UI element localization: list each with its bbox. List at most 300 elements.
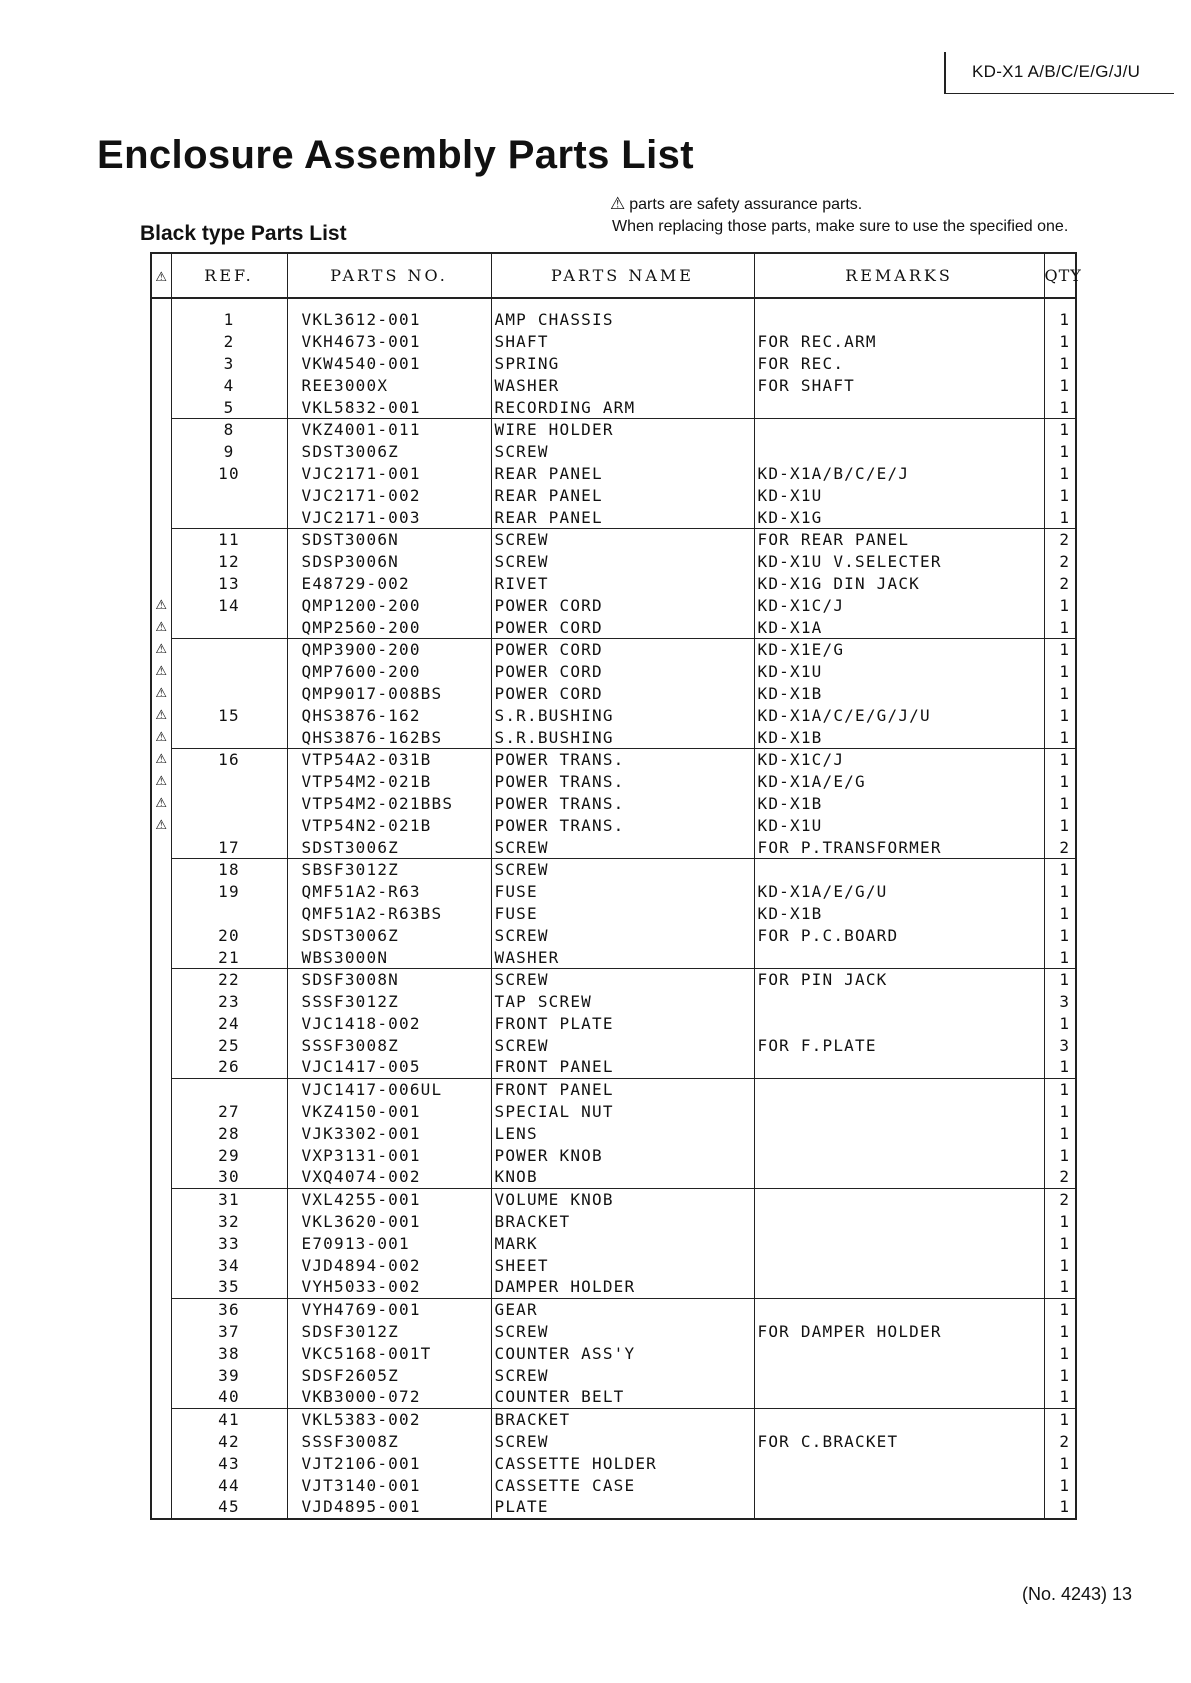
table-row (151, 1298, 1076, 1320)
warning-cell (151, 1034, 171, 1056)
qty-cell: 2 (1044, 573, 1076, 595)
warning-column-header (151, 253, 171, 298)
qty-cell: 1 (1044, 924, 1076, 946)
warning-cell (151, 506, 171, 528)
warning-cell (151, 858, 171, 880)
table-row (151, 968, 1076, 990)
parts-no-cell: SSSF3008Z (287, 1034, 491, 1056)
table-row (151, 1496, 1076, 1519)
parts-no-cell: VJT3140-001 (287, 1474, 491, 1496)
remarks-cell (754, 441, 1044, 463)
remarks-cell (754, 1101, 1044, 1123)
warning-cell (151, 1188, 171, 1210)
ref-cell: 30 (171, 1166, 287, 1188)
parts-name-cell: SCREW (491, 441, 754, 463)
warning-cell (151, 968, 171, 990)
remarks-cell: KD-X1G (754, 506, 1044, 528)
parts-name-cell: FRONT PANEL (491, 1056, 754, 1078)
ref-cell (171, 683, 287, 705)
warning-cell (151, 1298, 171, 1320)
parts-name-cell: POWER CORD (491, 683, 754, 705)
ref-cell: 14 (171, 594, 287, 616)
parts-no-cell: VTP54M2-021B (287, 771, 491, 793)
qty-cell: 3 (1044, 991, 1076, 1013)
warning-triangle-icon: ⚠ (155, 774, 168, 790)
safety-note-instruction: When replacing those parts, make sure to use the specified one. (612, 218, 1069, 235)
warning-cell (151, 374, 171, 396)
remarks-cell: FOR P.TRANSFORMER (754, 836, 1044, 858)
table-row (151, 1211, 1076, 1233)
qty-cell: 2 (1044, 1431, 1076, 1453)
warning-cell (151, 1254, 171, 1276)
qty-cell: 1 (1044, 1408, 1076, 1430)
parts-name-cell: SCREW (491, 836, 754, 858)
parts-name-cell: SHAFT (491, 331, 754, 353)
parts-name-cell: SCREW (491, 1321, 754, 1343)
parts-no-cell: QMP3900-200 (287, 638, 491, 660)
warning-cell (151, 1431, 171, 1453)
parts-name-cell: POWER CORD (491, 594, 754, 616)
table-row (151, 331, 1076, 353)
qty-cell: 1 (1044, 683, 1076, 705)
parts-no-cell: SDSF3012Z (287, 1321, 491, 1343)
qty-cell: 1 (1044, 1144, 1076, 1166)
remarks-cell: FOR REAR PANEL (754, 528, 1044, 550)
remarks-cell (754, 396, 1044, 418)
qty-cell: 1 (1044, 441, 1076, 463)
parts-name-cell: SCREW (491, 1034, 754, 1056)
warning-cell (151, 573, 171, 595)
ref-cell: 23 (171, 991, 287, 1013)
table-row (151, 1056, 1076, 1078)
warning-triangle-icon: ⚠ (155, 642, 168, 658)
ref-cell (171, 616, 287, 638)
ref-cell (171, 726, 287, 748)
warning-cell (151, 991, 171, 1013)
ref-cell: 31 (171, 1188, 287, 1210)
table-row (151, 353, 1076, 375)
qty-cell: 1 (1044, 1496, 1076, 1519)
warning-triangle-icon: ⚠ (155, 270, 168, 285)
warning-triangle-icon: ⚠ (155, 685, 168, 701)
parts-no-cell: VXQ4074-002 (287, 1166, 491, 1188)
parts-name-cell: SCREW (491, 1364, 754, 1386)
table-row (151, 1452, 1076, 1474)
parts-name-cell: SCREW (491, 551, 754, 573)
ref-cell (171, 771, 287, 793)
parts-name-cell: AMP CHASSIS (491, 309, 754, 331)
qty-cell: 1 (1044, 309, 1076, 331)
remarks-cell (754, 1364, 1044, 1386)
table-row (151, 771, 1076, 793)
table-row (151, 396, 1076, 418)
qty-cell: 1 (1044, 881, 1076, 903)
warning-triangle-icon: ⚠ (155, 817, 168, 833)
parts-no-cell: VJC1418-002 (287, 1013, 491, 1035)
table-row (151, 858, 1076, 880)
table-row (151, 1408, 1076, 1430)
qty-cell: 1 (1044, 1101, 1076, 1123)
parts-no-cell: VJC1417-005 (287, 1056, 491, 1078)
table-row (151, 814, 1076, 836)
warning-cell (151, 1364, 171, 1386)
ref-cell: 21 (171, 946, 287, 968)
parts-no-cell: VJC2171-003 (287, 506, 491, 528)
section-subtitle: Black type Parts List (140, 222, 347, 245)
ref-cell: 24 (171, 1013, 287, 1035)
table-row (151, 528, 1076, 550)
warning-triangle-icon: ⚠ (155, 752, 168, 768)
parts-no-cell: SBSF3012Z (287, 858, 491, 880)
parts-no-cell: VJD4895-001 (287, 1496, 491, 1519)
parts-no-cell: VYH4769-001 (287, 1298, 491, 1320)
parts-no-cell: VKZ4150-001 (287, 1101, 491, 1123)
qty-cell: 1 (1044, 1386, 1076, 1408)
ref-cell: 13 (171, 573, 287, 595)
table-row (151, 726, 1076, 748)
parts-name-column-header: PARTS NAME (491, 253, 754, 298)
table-row (151, 1386, 1076, 1408)
remarks-cell: FOR REC. (754, 353, 1044, 375)
table-row (151, 1276, 1076, 1298)
warning-cell (151, 1166, 171, 1188)
parts-no-cell: VJT2106-001 (287, 1452, 491, 1474)
warning-cell (151, 1386, 171, 1408)
qty-cell: 1 (1044, 1276, 1076, 1298)
parts-name-cell: REAR PANEL (491, 463, 754, 485)
parts-no-cell: VKW4540-001 (287, 353, 491, 375)
remarks-cell: KD-X1A/E/G/U (754, 881, 1044, 903)
qty-cell: 1 (1044, 858, 1076, 880)
parts-name-cell: WIRE HOLDER (491, 418, 754, 440)
qty-cell: 1 (1044, 463, 1076, 485)
ref-cell: 32 (171, 1211, 287, 1233)
remarks-cell: KD-X1U (754, 814, 1044, 836)
qty-cell: 1 (1044, 506, 1076, 528)
ref-cell: 26 (171, 1056, 287, 1078)
remarks-cell (754, 1298, 1044, 1320)
remarks-cell (754, 1056, 1044, 1078)
table-row (151, 441, 1076, 463)
remarks-cell (754, 1078, 1044, 1100)
qty-cell: 2 (1044, 836, 1076, 858)
remarks-cell: FOR PIN JACK (754, 968, 1044, 990)
qty-cell: 1 (1044, 594, 1076, 616)
parts-no-cell: VTP54A2-031B (287, 748, 491, 770)
ref-cell: 36 (171, 1298, 287, 1320)
remarks-cell: FOR F.PLATE (754, 1034, 1044, 1056)
remarks-cell (754, 1232, 1044, 1254)
table-row (151, 881, 1076, 903)
parts-no-cell: VJC2171-002 (287, 484, 491, 506)
ref-cell: 42 (171, 1431, 287, 1453)
qty-cell: 1 (1044, 814, 1076, 836)
parts-name-cell: PLATE (491, 1496, 754, 1519)
table-row (151, 463, 1076, 485)
warning-cell (151, 1452, 171, 1474)
parts-no-cell: VJD4894-002 (287, 1254, 491, 1276)
ref-cell: 9 (171, 441, 287, 463)
parts-no-cell: VTP54M2-021BBS (287, 793, 491, 815)
parts-no-cell: VKZ4001-011 (287, 418, 491, 440)
warning-cell (151, 396, 171, 418)
parts-no-cell: VKL5832-001 (287, 396, 491, 418)
ref-cell (171, 661, 287, 683)
qty-cell: 1 (1044, 1474, 1076, 1496)
table-row (151, 1166, 1076, 1188)
parts-no-cell: QMP2560-200 (287, 616, 491, 638)
warning-cell (151, 463, 171, 485)
parts-name-cell: SCREW (491, 924, 754, 946)
warning-cell (151, 1211, 171, 1233)
ref-cell: 45 (171, 1496, 287, 1519)
table-row (151, 946, 1076, 968)
remarks-cell (754, 1276, 1044, 1298)
parts-name-cell: S.R.BUSHING (491, 726, 754, 748)
ref-cell: 44 (171, 1474, 287, 1496)
warning-cell (151, 1321, 171, 1343)
table-header-row (151, 253, 1076, 298)
qty-cell: 1 (1044, 726, 1076, 748)
qty-cell: 2 (1044, 551, 1076, 573)
parts-name-cell: COUNTER BELT (491, 1386, 754, 1408)
remarks-cell (754, 418, 1044, 440)
table-row (151, 638, 1076, 660)
warning-triangle-icon: ⚠ (155, 597, 168, 613)
remarks-cell: FOR REC.ARM (754, 331, 1044, 353)
remarks-cell: KD-X1A/C/E/G/J/U (754, 704, 1044, 726)
parts-name-cell: POWER TRANS. (491, 771, 754, 793)
qty-cell: 1 (1044, 661, 1076, 683)
qty-column-header: QTY (1044, 253, 1076, 298)
warning-cell (151, 309, 171, 331)
qty-cell: 1 (1044, 1298, 1076, 1320)
qty-cell: 1 (1044, 353, 1076, 375)
remarks-cell: FOR P.C.BOARD (754, 924, 1044, 946)
qty-cell: 2 (1044, 1188, 1076, 1210)
parts-no-cell: VKH4673-001 (287, 331, 491, 353)
parts-no-cell: QMF51A2-R63BS (287, 903, 491, 925)
ref-column-header: REF. (171, 253, 287, 298)
warning-cell (151, 903, 171, 925)
qty-cell: 1 (1044, 793, 1076, 815)
ref-cell: 4 (171, 374, 287, 396)
ref-cell: 19 (171, 881, 287, 903)
warning-cell (151, 1013, 171, 1035)
table-row (151, 793, 1076, 815)
warning-triangle-icon: ⚠ (155, 707, 168, 723)
remarks-cell (754, 1254, 1044, 1276)
qty-cell: 1 (1044, 1364, 1076, 1386)
ref-cell: 39 (171, 1364, 287, 1386)
qty-cell: 1 (1044, 1321, 1076, 1343)
ref-cell: 33 (171, 1232, 287, 1254)
parts-name-cell: LENS (491, 1122, 754, 1144)
qty-cell: 1 (1044, 748, 1076, 770)
table-row (151, 1144, 1076, 1166)
parts-name-cell: SCREW (491, 1431, 754, 1453)
remarks-cell: KD-X1U (754, 661, 1044, 683)
table-row (151, 573, 1076, 595)
qty-cell: 1 (1044, 704, 1076, 726)
ref-cell: 20 (171, 924, 287, 946)
parts-no-cell: VKC5168-001T (287, 1342, 491, 1364)
remarks-cell: KD-X1B (754, 683, 1044, 705)
parts-name-cell: BRACKET (491, 1408, 754, 1430)
parts-no-cell: VYH5033-002 (287, 1276, 491, 1298)
ref-cell: 22 (171, 968, 287, 990)
table-row (151, 616, 1076, 638)
safety-note (610, 194, 862, 214)
parts-name-cell: RECORDING ARM (491, 396, 754, 418)
ref-cell: 3 (171, 353, 287, 375)
ref-cell: 17 (171, 836, 287, 858)
remarks-cell: KD-X1C/J (754, 748, 1044, 770)
parts-no-cell: QMP1200-200 (287, 594, 491, 616)
parts-name-cell: CASSETTE CASE (491, 1474, 754, 1496)
remarks-column-header: REMARKS (754, 253, 1044, 298)
parts-name-cell: POWER TRANS. (491, 814, 754, 836)
table-row (151, 683, 1076, 705)
ref-cell (171, 814, 287, 836)
remarks-cell (754, 1452, 1044, 1474)
parts-no-cell: VJC2171-001 (287, 463, 491, 485)
remarks-cell: KD-X1G DIN JACK (754, 573, 1044, 595)
parts-no-cell: VJK3302-001 (287, 1122, 491, 1144)
table-row (151, 484, 1076, 506)
parts-name-cell: SPECIAL NUT (491, 1101, 754, 1123)
parts-no-cell: VKL3612-001 (287, 309, 491, 331)
qty-cell: 1 (1044, 1342, 1076, 1364)
warning-cell (151, 1342, 171, 1364)
remarks-cell (754, 1013, 1044, 1035)
remarks-cell (754, 1122, 1044, 1144)
parts-table (150, 252, 1082, 1520)
qty-cell: 1 (1044, 396, 1076, 418)
parts-name-cell: S.R.BUSHING (491, 704, 754, 726)
parts-name-cell: COUNTER ASS'Y (491, 1342, 754, 1364)
parts-name-cell: FUSE (491, 903, 754, 925)
qty-cell: 1 (1044, 331, 1076, 353)
table-row (151, 594, 1076, 616)
parts-name-cell: POWER CORD (491, 638, 754, 660)
parts-no-cell: QMP9017-008BS (287, 683, 491, 705)
table-row (151, 1474, 1076, 1496)
warning-cell (151, 1078, 171, 1100)
parts-no-cell: VJC1417-006UL (287, 1078, 491, 1100)
parts-no-cell: VKL3620-001 (287, 1211, 491, 1233)
warning-cell (151, 1408, 171, 1430)
qty-cell: 1 (1044, 946, 1076, 968)
remarks-cell (754, 1474, 1044, 1496)
warning-triangle-icon: ⚠ (155, 619, 168, 635)
warning-triangle-icon: ⚠ (155, 795, 168, 811)
qty-cell: 1 (1044, 1211, 1076, 1233)
qty-cell: 1 (1044, 1232, 1076, 1254)
table-row (151, 1122, 1076, 1144)
warning-cell (151, 1276, 171, 1298)
parts-name-cell: VOLUME KNOB (491, 1188, 754, 1210)
parts-no-cell: SDST3006Z (287, 836, 491, 858)
ref-cell (171, 1078, 287, 1100)
parts-no-cell: QMP7600-200 (287, 661, 491, 683)
qty-cell: 1 (1044, 1122, 1076, 1144)
parts-no-cell: SDSF2605Z (287, 1364, 491, 1386)
remarks-cell: KD-X1A (754, 616, 1044, 638)
ref-cell: 11 (171, 528, 287, 550)
warning-cell (151, 1474, 171, 1496)
qty-cell: 1 (1044, 1056, 1076, 1078)
parts-name-cell: SPRING (491, 353, 754, 375)
parts-no-cell: E70913-001 (287, 1232, 491, 1254)
parts-no-cell: SDST3006Z (287, 441, 491, 463)
remarks-cell (754, 1342, 1044, 1364)
ref-cell: 18 (171, 858, 287, 880)
qty-cell: 1 (1044, 484, 1076, 506)
warning-cell (151, 1122, 171, 1144)
parts-name-cell: KNOB (491, 1166, 754, 1188)
ref-cell: 15 (171, 704, 287, 726)
warning-cell (151, 924, 171, 946)
parts-table-body (151, 298, 1076, 1519)
page-title: Enclosure Assembly Parts List (97, 133, 695, 177)
qty-cell: 2 (1044, 528, 1076, 550)
parts-name-cell: REAR PANEL (491, 506, 754, 528)
warning-cell (151, 1056, 171, 1078)
qty-cell: 1 (1044, 1078, 1076, 1100)
qty-cell: 1 (1044, 418, 1076, 440)
model-code: KD-X1 A/B/C/E/G/J/U (972, 62, 1141, 81)
ref-cell (171, 793, 287, 815)
table-row (151, 1364, 1076, 1386)
remarks-cell (754, 309, 1044, 331)
parts-no-cell: QMF51A2-R63 (287, 881, 491, 903)
warning-cell (151, 1496, 171, 1519)
ref-cell: 29 (171, 1144, 287, 1166)
parts-no-cell: VXP3131-001 (287, 1144, 491, 1166)
parts-name-cell: POWER KNOB (491, 1144, 754, 1166)
ref-cell: 2 (171, 331, 287, 353)
qty-cell: 1 (1044, 374, 1076, 396)
table-row (151, 704, 1076, 726)
parts-name-cell: SHEET (491, 1254, 754, 1276)
table-spacer-row (151, 298, 1076, 309)
parts-name-cell: POWER CORD (491, 661, 754, 683)
parts-name-cell: RIVET (491, 573, 754, 595)
qty-cell: 1 (1044, 638, 1076, 660)
remarks-cell (754, 1144, 1044, 1166)
remarks-cell: KD-X1U V.SELECTER (754, 551, 1044, 573)
parts-no-cell: VTP54N2-021B (287, 814, 491, 836)
ref-cell: 38 (171, 1342, 287, 1364)
parts-no-cell: REE3000X (287, 374, 491, 396)
warning-triangle-icon: ⚠ (155, 664, 168, 680)
parts-no-cell: VXL4255-001 (287, 1188, 491, 1210)
ref-cell: 8 (171, 418, 287, 440)
parts-name-cell: SCREW (491, 528, 754, 550)
qty-cell: 1 (1044, 616, 1076, 638)
remarks-cell (754, 858, 1044, 880)
table-row (151, 661, 1076, 683)
remarks-cell: KD-X1U (754, 484, 1044, 506)
parts-no-cell: QHS3876-162 (287, 704, 491, 726)
warning-cell (151, 836, 171, 858)
warning-cell (151, 441, 171, 463)
qty-cell: 1 (1044, 1452, 1076, 1474)
ref-cell (171, 638, 287, 660)
ref-cell (171, 903, 287, 925)
table-row (151, 506, 1076, 528)
